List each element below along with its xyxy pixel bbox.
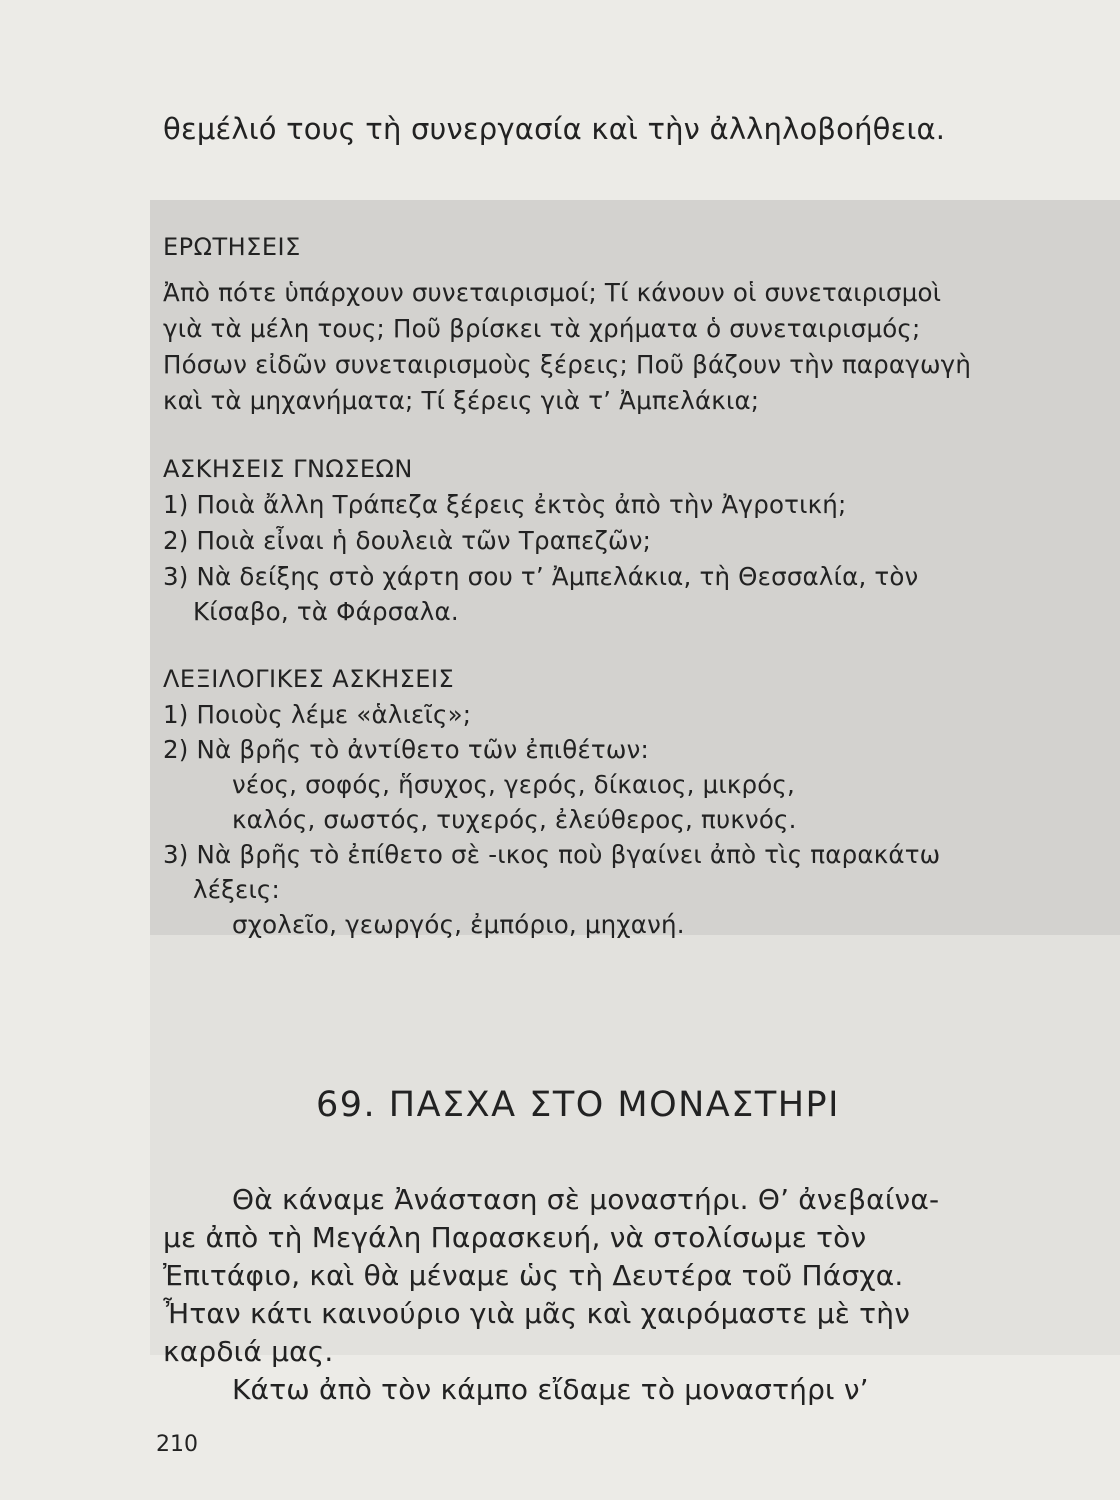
question-line: καὶ τὰ μηχανήματα; Τί ξέρεις γιὰ τ’ Ἀμπελάκια; [163,386,760,415]
knowledge-item-3: 3) Νὰ δείξης στὸ χάρτη σου τ’ Ἀμπελάκια, τὴ Θεσσαλία, τὸν [163,562,919,591]
vocabulary-item-2-words: νέος, σοφός, ἥσυχος, γερός, δίκαιος, μικρός, [232,770,795,799]
question-line: Πόσων εἰδῶν συνεταιρισμοὺς ξέρεις; Ποῦ βάζουν τὴν παραγωγὴ [163,350,972,379]
chapter-body-line: Ἦταν κάτι καινούριο γιὰ μᾶς καὶ χαιρόμαστε μὲ τὴν [163,1297,911,1330]
chapter-body-line: Θὰ κάναμε Ἀνάσταση σὲ μοναστήρι. Θ’ ἀνεβαίνα- [232,1183,940,1216]
scan-shade-region-lower [150,935,1120,1355]
vocabulary-item-3-continued: λέξεις: [193,875,280,904]
knowledge-heading: ΑΣΚΗΣΕΙΣ ΓΝΩΣΕΩΝ [163,455,413,483]
intro-line: θεμέλιό τους τὴ συνεργασία καὶ τὴν ἀλληλοβοήθεια. [163,112,946,146]
vocabulary-item-2-words: καλός, σωστός, τυχερός, ἐλεύθερος, πυκνός. [232,805,797,834]
question-line: Ἀπὸ πότε ὑπάρχουν συνεταιρισμοί; Τί κάνουν οἱ συνεταιρισμοὶ [163,278,942,307]
vocabulary-item-1: 1) Ποιοὺς λέμε «ἁλιεῖς»; [163,700,472,729]
vocabulary-item-3-words: σχολεῖο, γεωργός, ἐμπόριο, μηχανή. [232,910,685,939]
vocabulary-item-3: 3) Νὰ βρῆς τὸ ἐπίθετο σὲ -ικος ποὺ βγαίνει ἀπὸ τὶς παρακάτω [163,840,941,869]
vocabulary-heading: ΛΕΞΙΛΟΓΙΚΕΣ ΑΣΚΗΣΕΙΣ [163,665,455,693]
knowledge-item-1: 1) Ποιὰ ἄλλη Τράπεζα ξέρεις ἐκτὸς ἀπὸ τὴν Ἀγροτική; [163,490,847,519]
vocabulary-item-2: 2) Νὰ βρῆς τὸ ἀντίθετο τῶν ἐπιθέτων: [163,735,649,764]
chapter-body-line: Κάτω ἀπὸ τὸν κάμπο εἴδαμε τὸ μοναστήρι ν’ [232,1373,869,1406]
questions-heading: ΕΡΩΤΗΣΕΙΣ [163,233,301,261]
question-line: γιὰ τὰ μέλη τους; Ποῦ βρίσκει τὰ χρήματα ὁ συνεταιρισμός; [163,314,921,343]
chapter-body-line: Ἐπιτάφιο, καὶ θὰ μέναμε ὡς τὴ Δευτέρα τοῦ Πάσχα. [163,1259,904,1292]
knowledge-item-3-continued: Κίσαβο, τὰ Φάρσαλα. [193,597,459,626]
chapter-title: 69. ΠΑΣΧΑ ΣΤΟ ΜΟΝΑΣΤΗΡΙ [316,1085,840,1125]
chapter-body-line: καρδιά μας. [163,1335,334,1368]
chapter-body-line: με ἀπὸ τὴ Μεγάλη Παρασκευή, νὰ στολίσωμε τὸν [163,1221,867,1254]
knowledge-item-2: 2) Ποιὰ εἶναι ἡ δουλειὰ τῶν Τραπεζῶν; [163,526,652,555]
page-number: 210 [156,1432,198,1457]
